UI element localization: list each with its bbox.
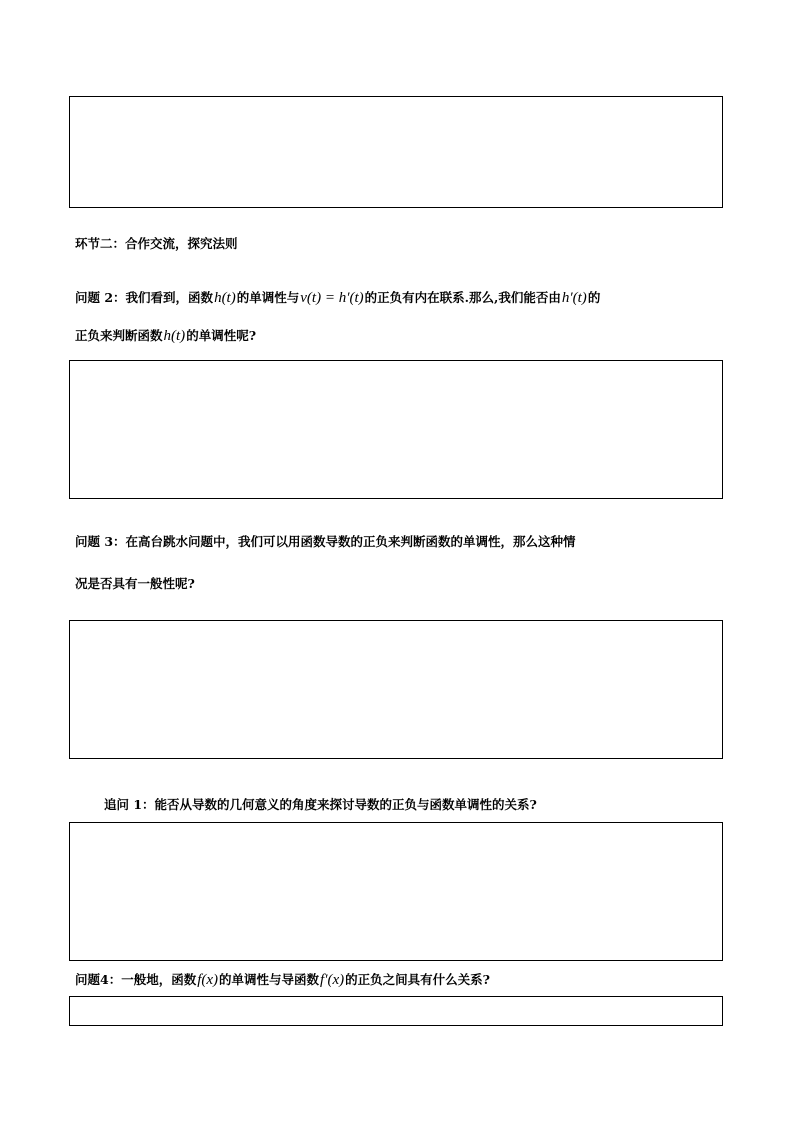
- q2-text-line2-pre: 正负来判断函数: [75, 328, 163, 343]
- q2-text-mid2: 的正负有内在联系.那么,我们能否由: [364, 290, 561, 305]
- question-3-line-1: 问题 3：在高台跳水问题中，我们可以用函数导数的正负来判断函数的单调性，那么这种情: [75, 534, 576, 549]
- question-2-line-1: [75, 288, 600, 308]
- q4-text-post: 的正负之间具有什么关系?: [345, 972, 490, 987]
- followup-question-1: 追问 1：能否从导数的几何意义的角度来探讨导数的正负与函数单调性的关系?: [104, 797, 537, 812]
- q4-math-f-x: f(x): [197, 972, 219, 988]
- answer-box-1[interactable]: [69, 96, 723, 208]
- question-3-line-2: 况是否具有一般性呢?: [75, 576, 195, 591]
- answer-box-4[interactable]: [69, 822, 723, 961]
- q4-math-fp-x: f′(x): [320, 972, 345, 988]
- question-4: [75, 970, 490, 990]
- q2-text-mid1: 的单调性与: [236, 290, 300, 305]
- question-2-line-2: [75, 326, 256, 346]
- answer-box-5[interactable]: [69, 996, 723, 1026]
- answer-box-3[interactable]: [69, 620, 723, 759]
- q2-math-hp-t: h′(t): [561, 290, 587, 306]
- q2-text-pre: 问题 2：我们看到，函数: [75, 290, 214, 305]
- section-title: 环节二：合作交流，探究法则: [75, 236, 238, 251]
- q4-text-pre: 问题4：一般地，函数: [75, 972, 197, 987]
- q2-math-v-eq: v(t) = h′(t): [300, 290, 364, 306]
- q4-text-mid: 的单调性与导函数: [219, 972, 320, 987]
- q2-math-h-t: h(t): [214, 290, 236, 306]
- answer-box-2[interactable]: [69, 360, 723, 499]
- q2-text-line2-post: 的单调性呢?: [186, 328, 257, 343]
- q2-text-post: 的: [587, 290, 601, 305]
- q2-math-h-t-2: h(t): [163, 328, 186, 344]
